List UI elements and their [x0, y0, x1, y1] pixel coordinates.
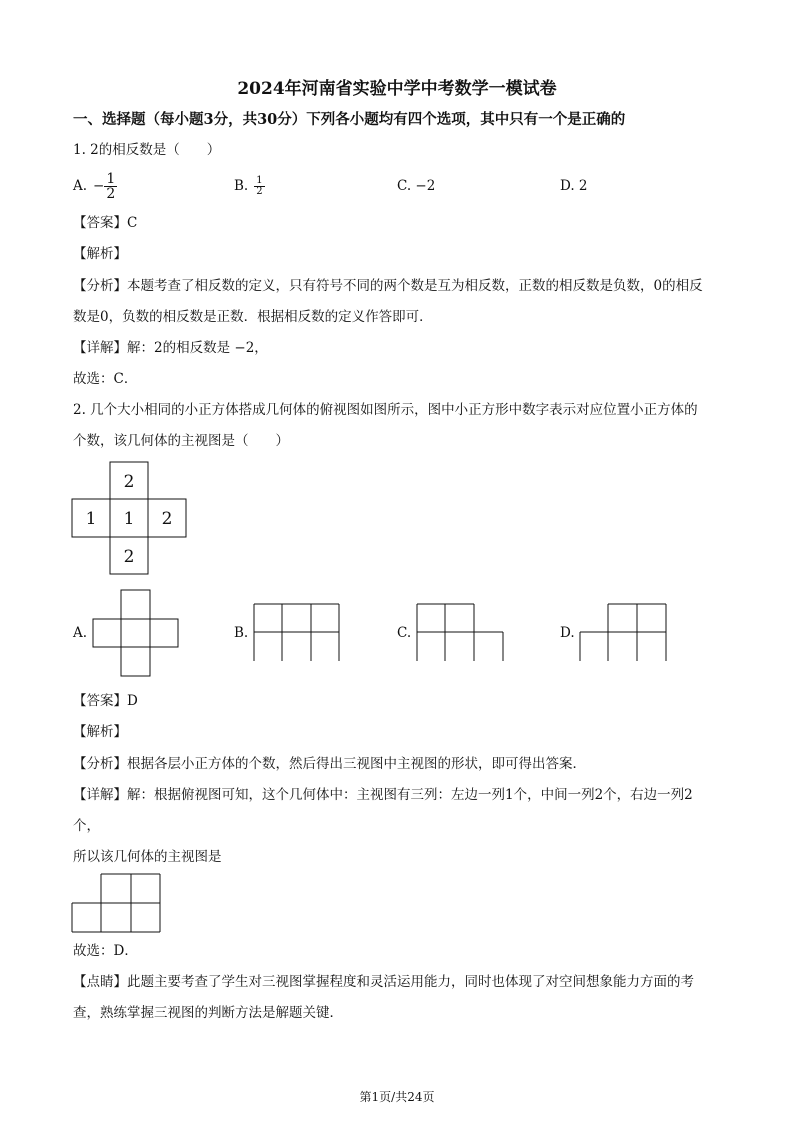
fraction-one-half: [104, 172, 117, 201]
fraction-numerator: 1: [256, 174, 263, 186]
q2-detail-line-1: 【详解】解：根据俯视图可知，这个几何体中：主视图有三列：左边一列1个，中间一列2个，右边一列2: [73, 787, 693, 803]
fraction-denominator: 2: [256, 185, 263, 197]
option-label: B.: [234, 178, 249, 194]
figure-square: [121, 619, 150, 647]
q2-detail-line-2: 个，: [73, 818, 100, 834]
q2-option-d-figure: [580, 604, 667, 662]
q2-conclusion: 故选：D．: [73, 943, 138, 959]
q2-option-a-figure: [93, 590, 179, 677]
q1-option-a: [73, 166, 117, 206]
section-heading: 一、选择题（每小题3分，共30分）下列各小题均有四个选项，其中只有一个是正确的: [73, 111, 626, 128]
fraction-one-half-small: [254, 176, 264, 197]
grid-number-bottom: 2: [123, 547, 135, 567]
figure-square: [121, 590, 150, 619]
q2-option-b-label: B.: [234, 625, 249, 641]
top-view-grid-figure: [72, 462, 187, 575]
q2-option-b-figure: [254, 604, 340, 662]
fraction-numerator: 1: [106, 170, 116, 187]
q2-option-d-label: D.: [560, 625, 575, 641]
q2-analysis-header: 【解析】: [73, 724, 127, 740]
q2-option-a-label: A.: [73, 625, 88, 641]
grid-number-left: 1: [85, 509, 97, 529]
option-label: A.: [73, 178, 88, 194]
negative-sign: −: [93, 178, 105, 194]
figure-square: [93, 619, 121, 647]
q2-analysis: 【分析】根据各层小正方体的个数，然后得出三视图中主视图的形状，即可得出答案．: [73, 756, 586, 772]
q1-analysis-line-1: 【分析】本题考查了相反数的定义，只有符号不同的两个数是互为相反数，正数的相反数是负数，0的相反: [73, 278, 703, 294]
q1-option-c: C. −2: [397, 178, 436, 194]
grid-number-top: 2: [123, 472, 135, 492]
question-1-stem: 1. 2的相反数是（ ）: [73, 142, 221, 158]
q1-analysis-header: 【解析】: [73, 246, 127, 262]
q2-comment-line-1: 【点睛】此题主要考查了学生对三视图掌握程度和灵活运用能力，同时也体现了对空间想象能力方面的考: [73, 974, 694, 990]
q1-option-d: D. 2: [560, 178, 588, 194]
q1-answer: 【答案】C: [73, 215, 138, 231]
question-2-stem-line-1: 2. 几个大小相同的小正方体搭成几何体的俯视图如图所示，图中小正方形中数字表示对应位置小正方体的: [73, 402, 698, 418]
page-footer: 第1页/共24页: [359, 1090, 435, 1104]
document-title: 2024年河南省实验中学中考数学一模试卷: [237, 79, 557, 99]
grid-number-center: 1: [123, 509, 135, 529]
q2-answer: 【答案】D: [73, 693, 138, 709]
grid-number-right: 2: [161, 509, 173, 529]
q1-option-b: [234, 172, 265, 200]
q2-comment-line-2: 查，熟练掌握三视图的判断方法是解题关键．: [73, 1005, 343, 1021]
q1-detail: 【详解】解：2的相反数是 −2，: [73, 340, 268, 356]
q2-detail-line-3: 所以该几何体的主视图是: [73, 849, 222, 865]
q1-conclusion: 故选：C．: [73, 371, 138, 387]
q2-option-c-figure: [417, 604, 504, 662]
question-2-stem-line-2: 个数，该几何体的主视图是（ ）: [73, 433, 289, 449]
solution-front-view-figure: [72, 874, 162, 934]
fraction-denominator: 2: [106, 185, 116, 202]
q1-analysis-line-2: 数是0，负数的相反数是正数．根据相反数的定义作答即可．: [73, 309, 433, 325]
figure-square: [121, 647, 150, 676]
figure-square: [150, 619, 178, 647]
q2-option-c-label: C.: [397, 625, 412, 641]
